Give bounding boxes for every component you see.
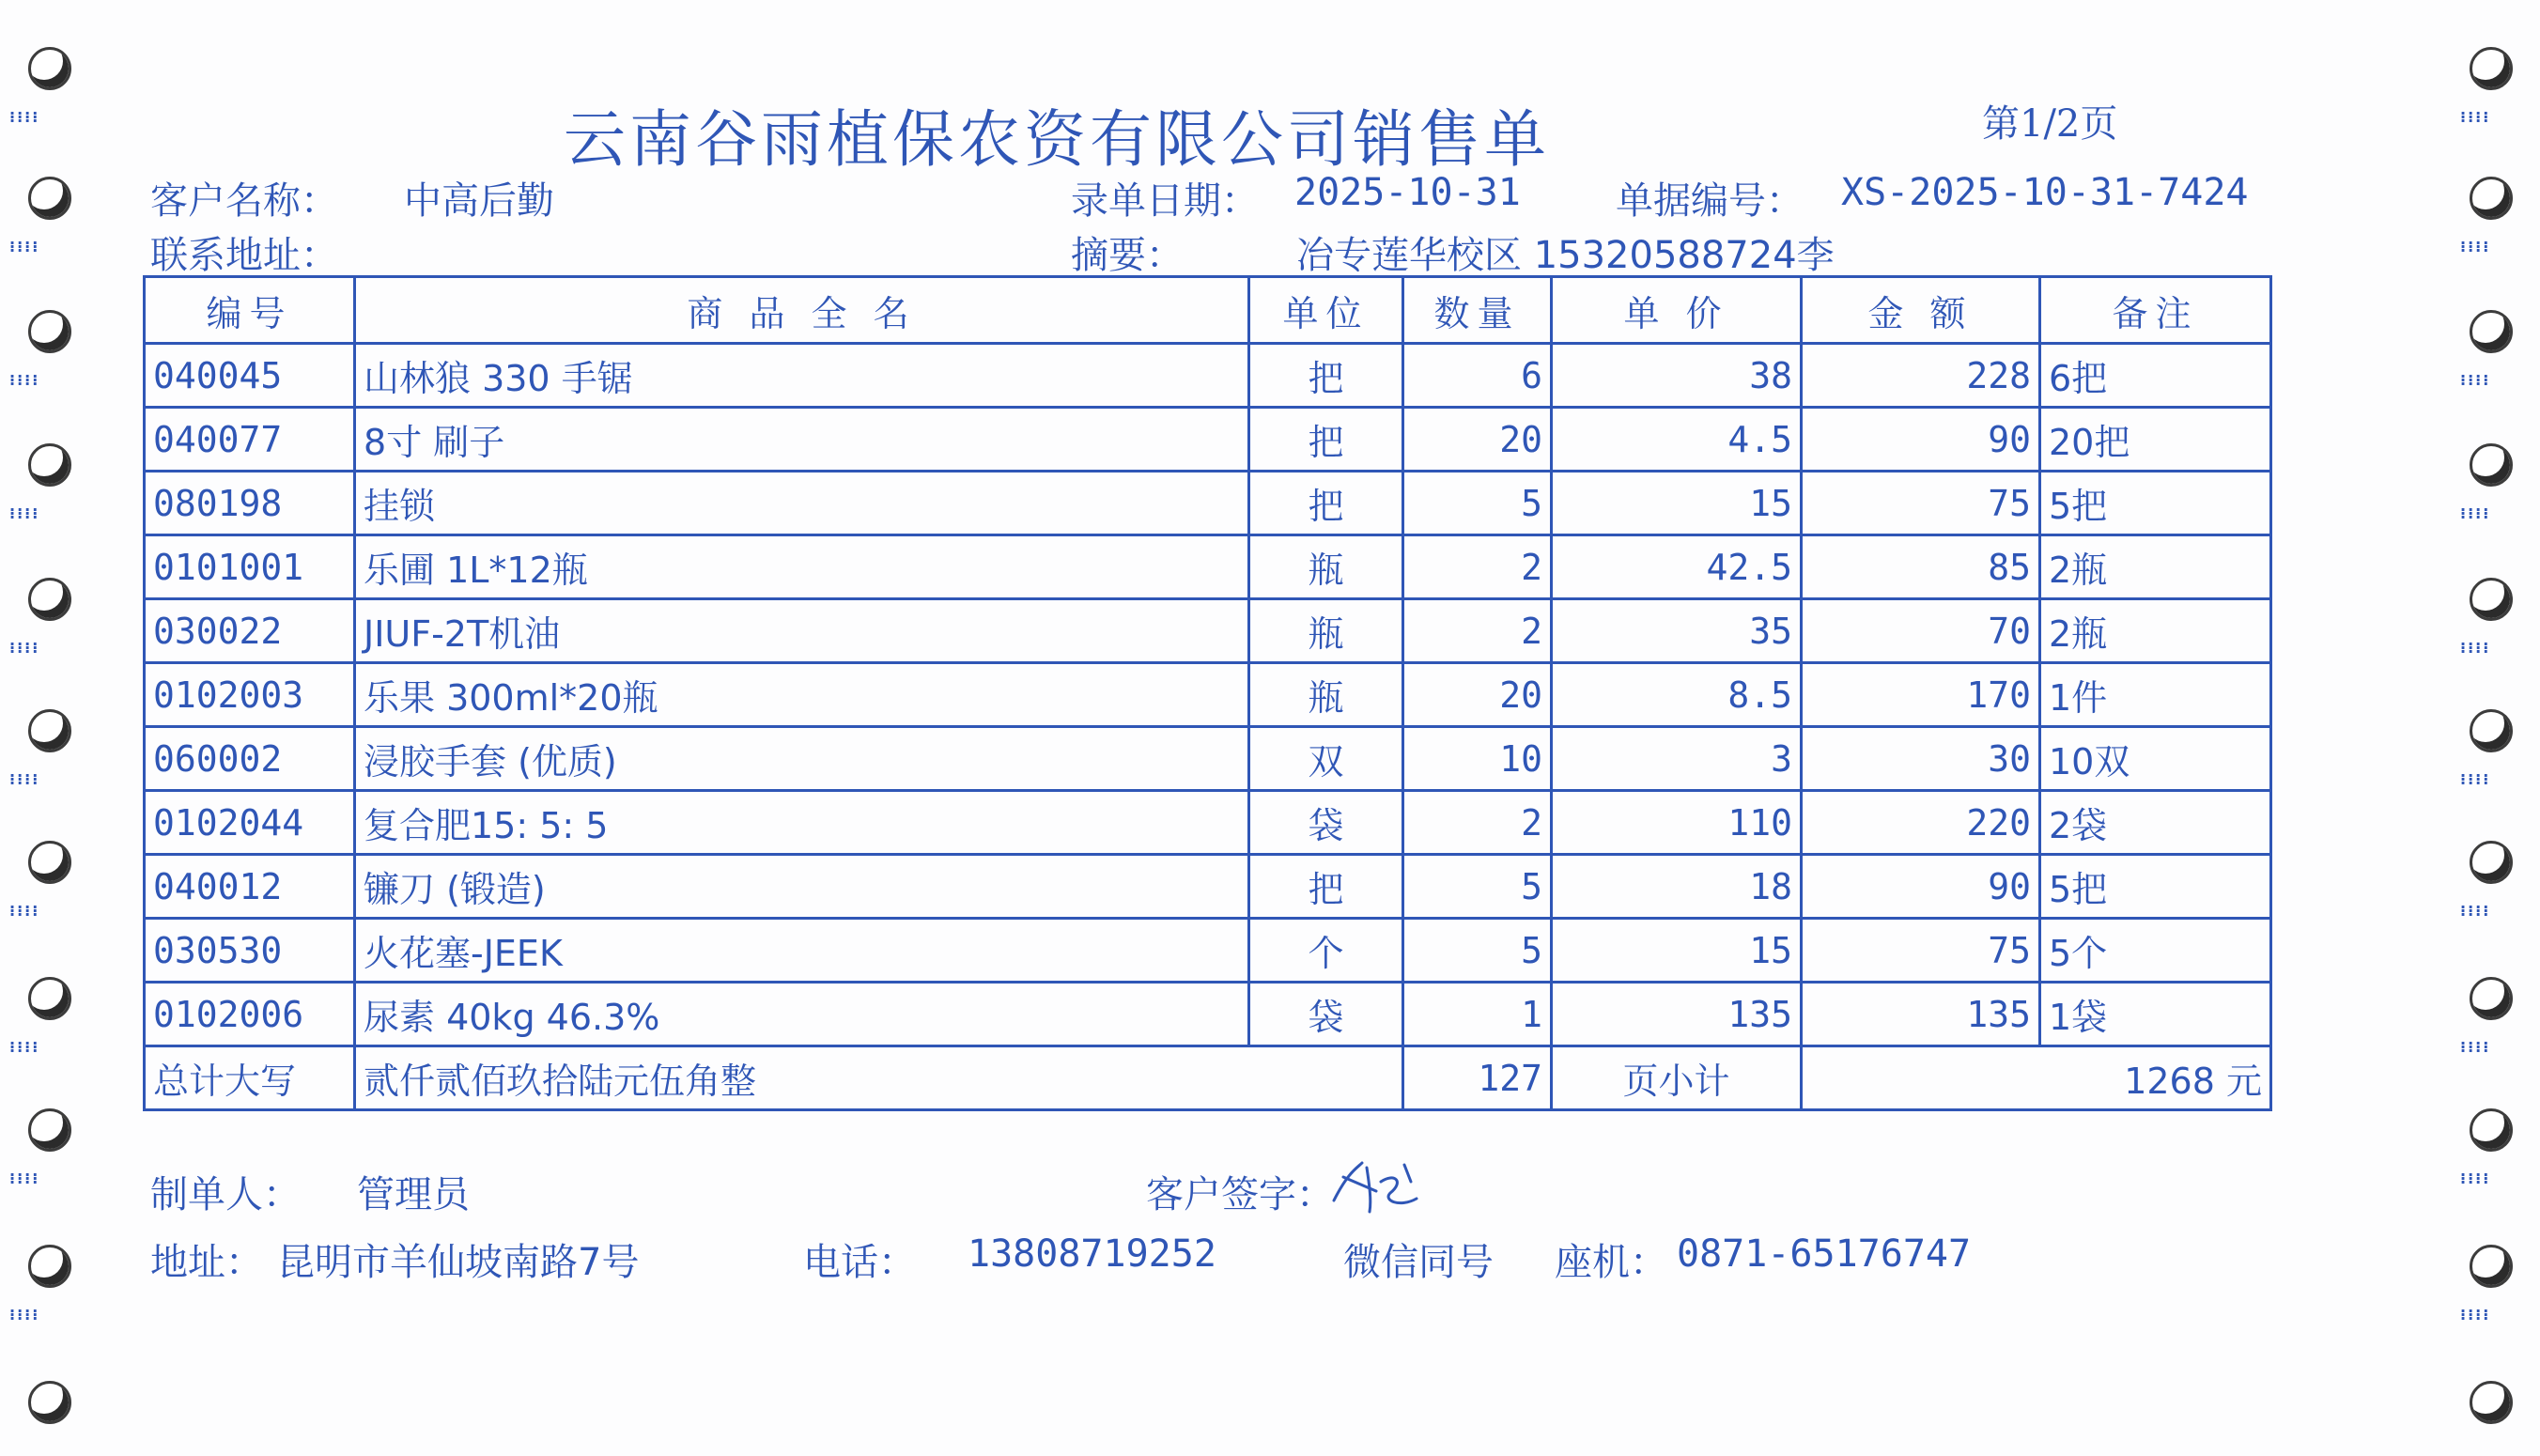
item-name: 山林狼 330 手锯 (355, 344, 1249, 408)
item-name: 乐圃 1L*12瓶 (355, 535, 1249, 599)
item-note: 10双 (2040, 727, 2271, 791)
perforation-mark: ⁝⁝⁝⁝ (2460, 371, 2491, 389)
item-qty: 6 (1403, 344, 1552, 408)
perforation-hole (28, 1381, 71, 1424)
table-row (145, 535, 2271, 599)
wechat-note: 微信同号 (1343, 1241, 1494, 1284)
perforation-mark: ⁝⁝⁝⁝ (9, 504, 40, 522)
item-code: 040012 (145, 855, 355, 919)
date-label: 录单日期： (1071, 179, 1259, 223)
table-row (145, 791, 2271, 855)
item-name: 尿素 40kg 46.3% (355, 983, 1249, 1046)
perforation-hole (2470, 578, 2513, 621)
company-address: 昆明市羊仙坡南路7号 (277, 1241, 640, 1284)
table-row (145, 983, 2271, 1046)
item-unit: 瓶 (1249, 599, 1403, 663)
item-name: 浸胶手套 (优质) (355, 727, 1249, 791)
table-row (145, 408, 2271, 472)
total-qty: 127 (1403, 1046, 1552, 1110)
item-code: 080198 (145, 472, 355, 535)
table-row (145, 855, 2271, 919)
date-value: 2025-10-31 (1294, 171, 1521, 214)
perforation-mark: ⁝⁝⁝⁝ (9, 639, 40, 657)
item-unit: 袋 (1249, 983, 1403, 1046)
item-note: 5把 (2040, 472, 2271, 535)
item-price: 18 (1552, 855, 1802, 919)
header-price: 单 价 (1552, 277, 1802, 344)
table-row (145, 663, 2271, 727)
perforation-mark: ⁝⁝⁝⁝ (9, 371, 40, 389)
perforation-mark: ⁝⁝⁝⁝ (2460, 108, 2491, 126)
phone-label: 电话： (803, 1241, 916, 1284)
item-price: 8.5 (1552, 663, 1802, 727)
item-amount: 135 (1802, 983, 2040, 1046)
perforation-hole (2470, 977, 2513, 1020)
item-note: 1袋 (2040, 983, 2271, 1046)
maker-label: 制单人： (150, 1173, 301, 1216)
item-name: 镰刀 (锻造) (355, 855, 1249, 919)
perforation-mark: ⁝⁝⁝⁝ (2460, 902, 2491, 920)
item-name: 乐果 300ml*20瓶 (355, 663, 1249, 727)
perforation-mark: ⁝⁝⁝⁝ (2460, 238, 2491, 256)
item-name: JIUF-2T机油 (355, 599, 1249, 663)
perforation-hole (28, 977, 71, 1020)
company-address-label: 地址： (150, 1241, 263, 1284)
item-note: 2袋 (2040, 791, 2271, 855)
table-row (145, 599, 2271, 663)
customer-value: 中高后勤 (404, 179, 554, 223)
perforation-hole (2470, 443, 2513, 487)
perforation-mark: ⁝⁝⁝⁝ (9, 238, 40, 256)
table-row (145, 919, 2271, 983)
item-name: 火花塞-JEEK (355, 919, 1249, 983)
item-qty: 10 (1403, 727, 1552, 791)
item-price: 135 (1552, 983, 1802, 1046)
perforation-hole (2470, 310, 2513, 353)
item-unit: 把 (1249, 472, 1403, 535)
item-price: 15 (1552, 472, 1802, 535)
perforation-hole (28, 1108, 71, 1152)
summary-value: 冶专莲华校区 15320588724李 (1296, 234, 1835, 277)
total-words: 贰仟贰佰玖拾陆元伍角整 (355, 1046, 1403, 1110)
perforation-hole (28, 841, 71, 884)
perforation-hole (28, 1245, 71, 1288)
address-label: 联系地址： (150, 234, 338, 277)
item-code: 0102003 (145, 663, 355, 727)
item-price: 4.5 (1552, 408, 1802, 472)
item-qty: 2 (1403, 535, 1552, 599)
item-qty: 20 (1403, 663, 1552, 727)
perforation-mark: ⁝⁝⁝⁝ (9, 1169, 40, 1187)
header-code: 编号 (145, 277, 355, 344)
right-perforation (2427, 0, 2540, 1456)
item-qty: 5 (1403, 855, 1552, 919)
item-qty: 1 (1403, 983, 1552, 1046)
item-unit: 把 (1249, 344, 1403, 408)
item-unit: 把 (1249, 855, 1403, 919)
perforation-hole (2470, 47, 2513, 90)
item-note: 2瓶 (2040, 599, 2271, 663)
perforation-mark: ⁝⁝⁝⁝ (2460, 504, 2491, 522)
perforation-hole (2470, 1245, 2513, 1288)
item-note: 20把 (2040, 408, 2271, 472)
item-price: 38 (1552, 344, 1802, 408)
item-code: 0102006 (145, 983, 355, 1046)
maker-value: 管理员 (357, 1173, 470, 1216)
item-amount: 75 (1802, 919, 2040, 983)
item-qty: 5 (1403, 919, 1552, 983)
item-amount: 228 (1802, 344, 2040, 408)
perforation-mark: ⁝⁝⁝⁝ (2460, 1306, 2491, 1324)
perforation-mark: ⁝⁝⁝⁝ (9, 902, 40, 920)
item-unit: 双 (1249, 727, 1403, 791)
item-note: 2瓶 (2040, 535, 2271, 599)
item-unit: 袋 (1249, 791, 1403, 855)
item-code: 030530 (145, 919, 355, 983)
perforation-hole (2470, 841, 2513, 884)
item-code: 0102044 (145, 791, 355, 855)
item-qty: 5 (1403, 472, 1552, 535)
subtotal-label: 页小计 (1552, 1046, 1802, 1110)
perforation-mark: ⁝⁝⁝⁝ (2460, 1038, 2491, 1056)
item-qty: 20 (1403, 408, 1552, 472)
phone-value: 13808719252 (968, 1232, 1216, 1276)
item-unit: 瓶 (1249, 535, 1403, 599)
item-code: 060002 (145, 727, 355, 791)
item-note: 6把 (2040, 344, 2271, 408)
item-price: 35 (1552, 599, 1802, 663)
item-amount: 85 (1802, 535, 2040, 599)
perforation-hole (28, 578, 71, 621)
item-unit: 瓶 (1249, 663, 1403, 727)
item-amount: 70 (1802, 599, 2040, 663)
table-header-row (145, 277, 2271, 344)
header-unit: 单位 (1249, 277, 1403, 344)
items-table (143, 275, 2272, 1111)
perforation-hole (28, 310, 71, 353)
perforation-mark: ⁝⁝⁝⁝ (9, 1038, 40, 1056)
item-qty: 2 (1403, 599, 1552, 663)
header-note: 备注 (2040, 277, 2271, 344)
landline-label: 座机： (1555, 1241, 1667, 1284)
item-name: 挂锁 (355, 472, 1249, 535)
item-note: 5把 (2040, 855, 2271, 919)
customer-label: 客户名称： (150, 179, 338, 223)
item-price: 3 (1552, 727, 1802, 791)
header-name: 商 品 全 名 (355, 277, 1249, 344)
perforation-hole (28, 443, 71, 487)
item-code: 0101001 (145, 535, 355, 599)
docno-value: XS-2025-10-31-7424 (1841, 171, 2249, 214)
perforation-hole (28, 709, 71, 752)
total-label: 总计大写 (145, 1046, 355, 1110)
perforation-hole (2470, 709, 2513, 752)
perforation-hole (2470, 177, 2513, 220)
item-name: 复合肥15: 5: 5 (355, 791, 1249, 855)
docno-label: 单据编号： (1616, 179, 1804, 223)
perforation-mark: ⁝⁝⁝⁝ (9, 770, 40, 788)
left-perforation (0, 0, 113, 1456)
perforation-hole (28, 47, 71, 90)
total-row (145, 1046, 2271, 1110)
item-note: 1件 (2040, 663, 2271, 727)
perforation-mark: ⁝⁝⁝⁝ (2460, 1169, 2491, 1187)
item-amount: 75 (1802, 472, 2040, 535)
item-name: 8寸 刷子 (355, 408, 1249, 472)
perforation-mark: ⁝⁝⁝⁝ (9, 108, 40, 126)
item-code: 040077 (145, 408, 355, 472)
table-row (145, 344, 2271, 408)
perforation-hole (2470, 1108, 2513, 1152)
page-number: 第1/2页 (1982, 102, 2118, 146)
item-amount: 170 (1802, 663, 2040, 727)
sign-label: 客户签字： (1146, 1173, 1334, 1216)
document-title: 云南谷雨植保农资有限公司销售单 (564, 103, 1550, 176)
item-amount: 220 (1802, 791, 2040, 855)
item-price: 15 (1552, 919, 1802, 983)
perforation-hole (28, 177, 71, 220)
perforation-hole (2470, 1381, 2513, 1424)
item-code: 030022 (145, 599, 355, 663)
item-amount: 30 (1802, 727, 2040, 791)
item-unit: 个 (1249, 919, 1403, 983)
item-amount: 90 (1802, 408, 2040, 472)
landline-value: 0871-65176747 (1677, 1232, 1972, 1276)
header-qty: 数量 (1403, 277, 1552, 344)
perforation-mark: ⁝⁝⁝⁝ (2460, 639, 2491, 657)
summary-label: 摘要： (1071, 234, 1184, 277)
table-row (145, 472, 2271, 535)
subtotal-value: 1268 元 (1802, 1046, 2271, 1110)
item-unit: 把 (1249, 408, 1403, 472)
perforation-mark: ⁝⁝⁝⁝ (2460, 770, 2491, 788)
item-qty: 2 (1403, 791, 1552, 855)
item-code: 040045 (145, 344, 355, 408)
item-price: 110 (1552, 791, 1802, 855)
item-amount: 90 (1802, 855, 2040, 919)
table-row (145, 727, 2271, 791)
perforation-mark: ⁝⁝⁝⁝ (9, 1306, 40, 1324)
item-price: 42.5 (1552, 535, 1802, 599)
header-amount: 金 额 (1802, 277, 2040, 344)
customer-signature (1324, 1154, 1428, 1219)
item-note: 5个 (2040, 919, 2271, 983)
